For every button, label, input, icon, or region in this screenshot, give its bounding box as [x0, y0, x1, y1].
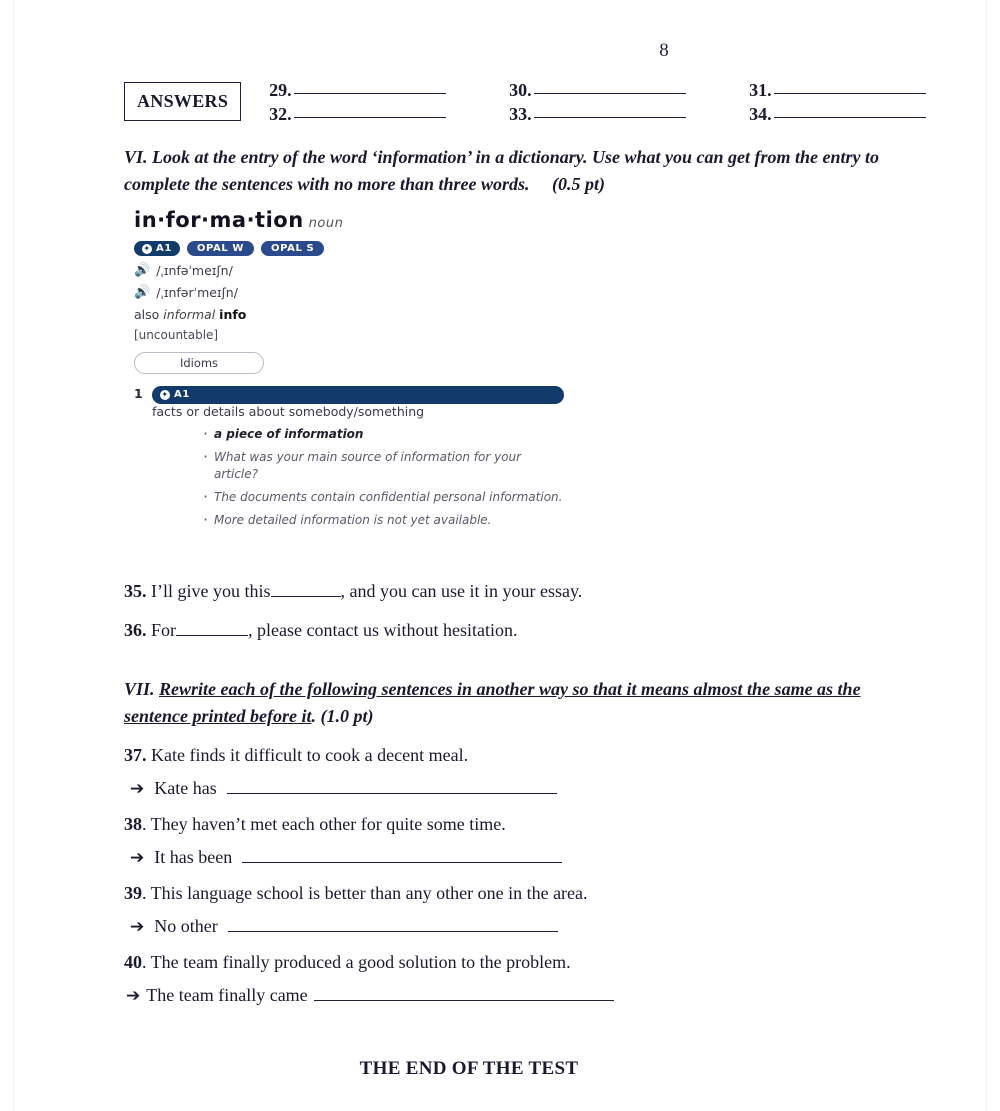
idioms-button[interactable]: Idioms: [134, 352, 264, 374]
example-text: What was your main source of information for your article?: [214, 450, 522, 481]
question-35-number: 35.: [124, 581, 147, 602]
answer-number: 32.: [269, 104, 292, 124]
cefr-level-badge: [134, 241, 180, 256]
sense-1: [134, 386, 564, 534]
sense-cefr-label: A1: [174, 389, 190, 400]
arrow-right-icon: ➔: [130, 917, 145, 938]
oxford-3000-icon: ✦: [161, 389, 169, 399]
headword-text: in·for·ma·tion: [134, 208, 304, 232]
question-35-after: , and you can use it in your essay.: [340, 581, 583, 602]
question-39-sentence: . This language school is better than any other one in the area.: [142, 883, 588, 904]
answer-write-line[interactable]: [774, 104, 926, 118]
example-item: [214, 449, 564, 483]
cefr-level-label: A1: [156, 243, 172, 254]
question-40-number: 40: [124, 952, 142, 973]
opal-w-badge: OPAL W: [187, 241, 254, 256]
question-36-number: 36.: [124, 620, 147, 641]
arrow-right-icon: ➔: [130, 779, 145, 800]
answer-number: 33.: [509, 104, 532, 124]
question-36: [124, 617, 924, 644]
answer-slot-31[interactable]: [749, 80, 989, 101]
sense-body: [152, 386, 564, 534]
answer-line-40[interactable]: [126, 985, 924, 1006]
answer-39-lead: No other: [154, 916, 218, 937]
also-register: informal: [163, 307, 216, 322]
question-36-blank[interactable]: [176, 622, 248, 636]
example-list: [174, 426, 564, 528]
pronunciation-american-text: /ˌɪnfərˈmeɪʃn/: [156, 285, 238, 300]
arrow-right-icon: ➔: [130, 848, 145, 869]
question-37-sentence: Kate finds it difficult to cook a decent meal.: [151, 745, 469, 766]
section-vii-number: VII.: [124, 679, 155, 700]
answers-label-box: ANSWERS: [124, 82, 241, 121]
question-39-number: 39: [124, 883, 142, 904]
question-36-before: For: [151, 620, 177, 641]
opal-s-badge: OPAL S: [261, 241, 324, 256]
arrow-right-icon: ➔: [126, 986, 141, 1007]
speaker-icon-blue[interactable]: 🔊: [134, 263, 151, 278]
answer-37-blank[interactable]: [227, 779, 557, 794]
dictionary-badges: [134, 241, 564, 256]
question-37-number: 37.: [124, 745, 147, 766]
pronunciation-british[interactable]: [134, 263, 564, 278]
section-vi-text: VI. Look at the entry of the word ‘information’ in a dictionary. Use what you can get from the entry to complete the sentences with no more than three words.: [124, 147, 880, 194]
answer-slot-34[interactable]: [749, 104, 989, 125]
answer-slot-33[interactable]: [509, 104, 749, 125]
answer-write-line[interactable]: [294, 80, 446, 94]
also-form: info: [219, 307, 247, 322]
sense-definition: facts or details about somebody/something: [152, 403, 425, 419]
question-35-blank[interactable]: [271, 583, 341, 597]
answer-number: 31.: [749, 80, 772, 100]
question-40: [124, 949, 924, 976]
example-text: The documents contain confidential personal information.: [214, 489, 563, 504]
answers-grid: [269, 80, 989, 128]
also-line: [134, 307, 564, 322]
pronunciation-american[interactable]: [134, 285, 564, 300]
section-vi-points: (0.5 pt): [552, 174, 606, 194]
answer-write-line[interactable]: [294, 104, 446, 118]
question-36-after: , please contact us without hesitation.: [248, 620, 518, 641]
question-37: [124, 742, 924, 769]
answer-number: 29.: [269, 80, 292, 100]
answer-write-line[interactable]: [534, 80, 686, 94]
dictionary-headword: [134, 208, 564, 232]
answers-row: [269, 80, 989, 101]
answer-slot-30[interactable]: [509, 80, 749, 101]
question-38-sentence: . They haven’t met each other for quite some time.: [142, 814, 506, 835]
page-number: 8: [659, 40, 669, 61]
answer-number: 34.: [749, 104, 772, 124]
answer-38-lead: It has been: [154, 847, 233, 868]
section-vii-points: . (1.0 pt): [311, 706, 374, 727]
answer-37-lead: Kate has: [154, 778, 217, 799]
example-text: a piece of information: [214, 427, 364, 442]
question-38-number: 38: [124, 814, 142, 835]
end-of-test-text: THE END OF THE TEST: [359, 1058, 579, 1080]
answer-line-39[interactable]: [130, 916, 924, 937]
answer-write-line[interactable]: [774, 80, 926, 94]
question-35-before: I’ll give you this: [151, 581, 271, 602]
part-of-speech: noun: [308, 216, 344, 231]
answers-block: [124, 80, 924, 128]
countability-label: [uncountable]: [134, 328, 219, 342]
also-prefix: also: [134, 307, 160, 322]
sense-number: 1: [134, 386, 143, 401]
oxford-3000-icon: ✦: [143, 243, 151, 253]
example-text: More detailed information is not yet available.: [214, 512, 492, 527]
paper-sheet: [14, 0, 986, 1111]
section-vii-text: Rewrite each of the following sentences in another way so that it means almost the same as the sentence printed before it: [124, 679, 861, 727]
answer-39-blank[interactable]: [228, 917, 558, 932]
example-item: [214, 426, 564, 443]
answer-line-38[interactable]: [130, 847, 924, 868]
answer-line-37[interactable]: [130, 778, 924, 799]
question-39: [124, 880, 924, 907]
answer-40-blank[interactable]: [314, 986, 614, 1001]
section-vii-heading: [124, 676, 924, 730]
answer-number: 30.: [509, 80, 532, 100]
dictionary-entry: [134, 208, 564, 534]
pronunciation-british-text: /ˌɪnfəˈmeɪʃn/: [156, 263, 233, 278]
example-item: [214, 512, 564, 529]
answer-slot-32[interactable]: [269, 104, 509, 125]
answer-write-line[interactable]: [534, 104, 686, 118]
speaker-icon-red[interactable]: 🔊: [134, 285, 151, 300]
section-vi-heading: [124, 144, 924, 198]
answer-40-lead: The team finally came: [146, 985, 308, 1006]
question-38: [124, 811, 924, 838]
answers-row: [269, 104, 989, 125]
answer-slot-29[interactable]: [269, 80, 509, 101]
question-35: [124, 578, 924, 605]
example-item: [214, 489, 564, 506]
sense-cefr-badge: [152, 386, 564, 404]
answer-38-blank[interactable]: [242, 848, 562, 863]
question-40-sentence: . The team finally produced a good solution to the problem.: [142, 952, 571, 973]
page-content: [124, 40, 924, 1080]
